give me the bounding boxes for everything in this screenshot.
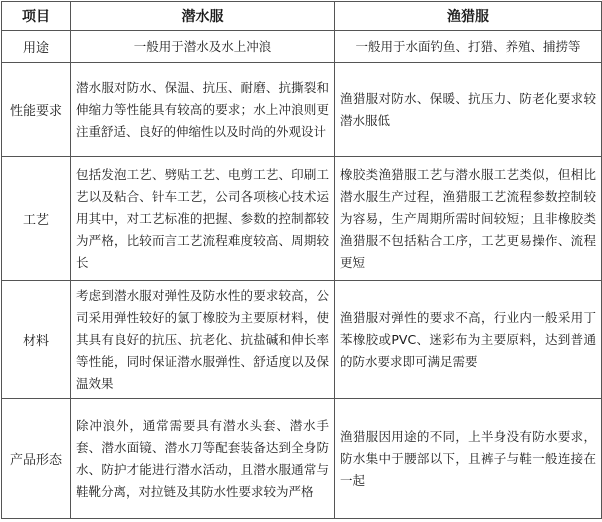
- header-fishing-suit: 渔猎服: [335, 2, 602, 31]
- diving-cell: 一般用于潜水及水上冲浪: [71, 31, 335, 63]
- table-row-purpose: [2, 31, 602, 63]
- diving-cell: 潜水服对防水、保温、抗压、耐磨、抗撕裂和伸缩力等性能具有较高的要求；水上冲浪则更注重舒适、良好的伸缩性以及时尚的外观设计: [71, 63, 335, 157]
- table-row-process: [2, 157, 602, 281]
- fishing-cell: 渔猎服对弹性的要求不高，行业内一般采用丁苯橡胶或PVC、迷彩布为主要原料，达到普通的防水要求即可满足需要: [335, 281, 602, 399]
- header-diving-suit: 潜水服: [71, 2, 335, 31]
- diving-cell: 考虑到潜水服对弹性及防水性的要求较高，公司采用弹性较好的氯丁橡胶为主要原材料，使其具有良好的抗压、抗老化、抗盐碱和伸长率等性能，同时保证潜水服弹性、舒适度以及保温效果: [71, 281, 335, 399]
- row-label: 产品形态: [2, 399, 71, 519]
- table-row-material: [2, 281, 602, 399]
- row-label: 用途: [2, 31, 71, 63]
- row-label: 材料: [2, 281, 71, 399]
- diving-cell: 除冲浪外，通常需要具有潜水头套、潜水手套、潜水面镜、潜水刀等配套装备达到全身防水、防护才能进行潜水活动，且潜水服通常与鞋靴分离，对拉链及其防水性要求较为严格: [71, 399, 335, 519]
- fishing-cell: 渔猎服因用途的不同，上半身没有防水要求，防水集中于腰部以下，且裤子与鞋一般连接在一起: [335, 399, 602, 519]
- header-row: [2, 2, 602, 31]
- fishing-cell: 渔猎服对防水、保暖、抗压力、防老化要求较潜水服低: [335, 63, 602, 157]
- comparison-table: [1, 1, 602, 519]
- row-label: 性能要求: [2, 63, 71, 157]
- row-label: 工艺: [2, 157, 71, 281]
- header-item: 项目: [2, 2, 71, 31]
- diving-cell: 包括发泡工艺、劈贴工艺、电剪工艺、印刷工艺以及粘合、针车工艺，公司各项核心技术运用其中，对工艺标准的把握、参数的控制都较为严格，比较而言工艺流程难度较高、周期较长: [71, 157, 335, 281]
- fishing-cell: 橡胶类渔猎服工艺与潜水服工艺类似，但相比潜水服生产过程，渔猎服工艺流程参数控制较为容易，生产周期所需时间较短；且非橡胶类渔猎服不包括粘合工序，工艺更易操作、流程更短: [335, 157, 602, 281]
- table-row-form: [2, 399, 602, 519]
- table-row-performance: [2, 63, 602, 157]
- fishing-cell: 一般用于水面钓鱼、打猎、养殖、捕捞等: [335, 31, 602, 63]
